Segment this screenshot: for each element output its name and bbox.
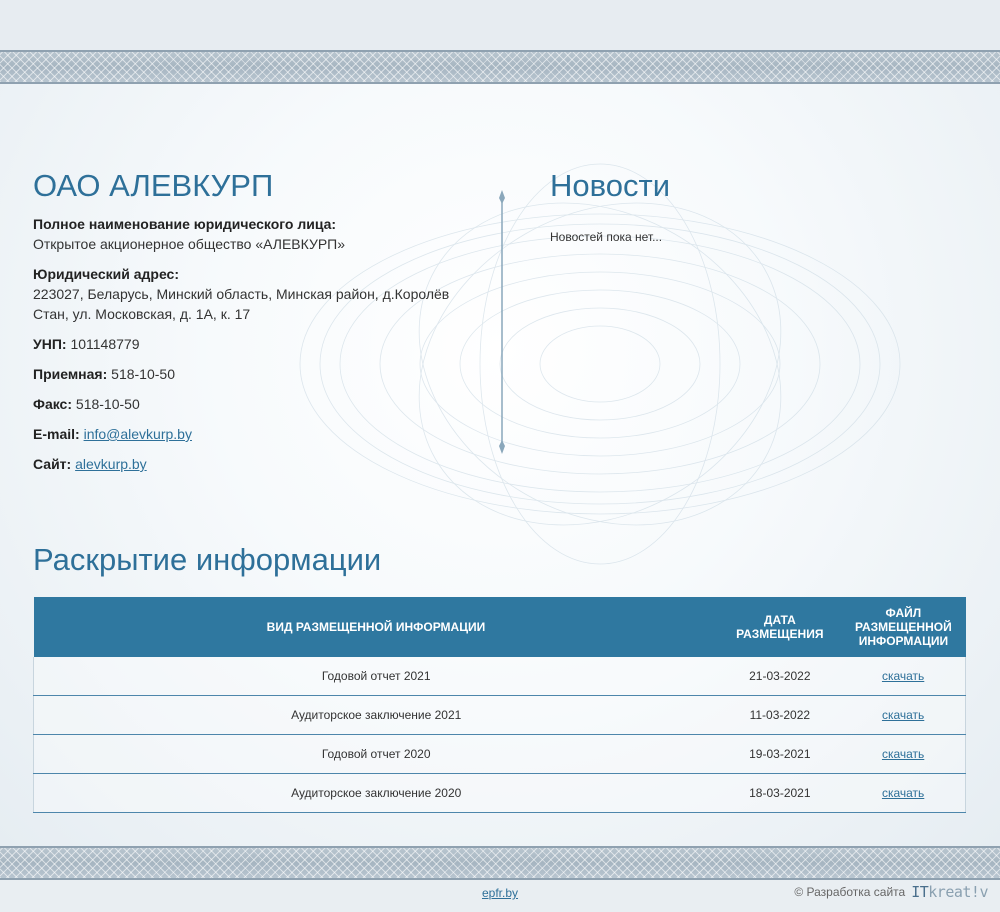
news-empty-text: Новостей пока нет... [550,230,663,244]
developer-logo[interactable] [911,883,988,901]
address-field [33,264,473,324]
row-file [841,696,965,735]
row-date: 11-03-2022 [718,696,841,735]
row-file [841,774,965,813]
row-type: Годовой отчет 2020 [34,735,719,774]
footer-site-link[interactable]: epfr.by [482,886,519,900]
row-type: Аудиторское заключение 2020 [34,774,719,813]
news-section [550,168,950,244]
disclosure-table [33,597,966,813]
column-header-file: ФАЙЛ РАЗМЕЩЕННОЙ ИНФОРМАЦИИ [841,597,965,657]
company-title: ОАО АЛЕВКУРП [33,168,274,203]
top-band [0,0,1000,50]
row-date: 19-03-2021 [718,735,841,774]
row-type: Аудиторское заключение 2021 [34,696,719,735]
developer-text: © Разработка сайта [794,885,906,899]
reception-field [33,364,473,384]
header-ornament [0,50,1000,84]
email-link[interactable]: info@alevkurp.by [83,426,192,442]
download-link[interactable]: скачать [881,786,925,800]
address-label: Юридический адрес: [33,266,179,282]
company-info [33,168,473,484]
download-link[interactable]: скачать [881,708,925,722]
full-name-value: Открытое акционерное общество «АЛЕВКУРП» [33,236,346,252]
download-link[interactable]: скачать [881,747,925,761]
row-date: 21-03-2022 [718,657,841,696]
site-field [33,454,473,474]
unp-field [33,334,473,354]
table-row [34,696,966,735]
footer-ornament [0,846,1000,880]
site-label: Сайт: [33,456,72,472]
disclosure-title: Раскрытие информации [33,542,382,577]
unp-label: УНП: [33,336,67,352]
download-link[interactable]: скачать [881,669,925,683]
reception-value: 518-10-50 [111,366,175,382]
developer-logo-rest: kreat!v [928,883,988,901]
table-row [34,657,966,696]
reception-label: Приемная: [33,366,108,382]
fax-field [33,394,473,414]
address-value: 223027, Беларусь, Минский область, Минская район, д.Королёв Стан, ул. Московская, д. 1А, к. 17 [33,286,450,322]
table-row [34,774,966,813]
column-header-type: ВИД РАЗМЕЩЕННОЙ ИНФОРМАЦИИ [34,597,719,657]
developer-credit [794,883,988,901]
row-date: 18-03-2021 [718,774,841,813]
disclosure-table-wrap [33,597,966,813]
row-file [841,735,965,774]
email-field [33,424,473,444]
row-type: Годовой отчет 2021 [34,657,719,696]
developer-logo-it: IT [911,883,929,901]
column-header-date: ДАТА РАЗМЕЩЕНИЯ [718,597,841,657]
full-name-label: Полное наименование юридического лица: [33,216,337,232]
news-title: Новости [550,168,671,203]
site-link[interactable]: alevkurp.by [75,456,147,472]
full-name-field [33,214,473,254]
table-row [34,735,966,774]
fax-label: Факс: [33,396,73,412]
fax-value: 518-10-50 [75,396,140,412]
vertical-divider [495,190,509,454]
company-details [33,214,473,474]
unp-value: 101148779 [70,336,140,352]
row-file [841,657,965,696]
table-header-row [34,597,966,657]
email-label: E-mail: [33,426,80,442]
